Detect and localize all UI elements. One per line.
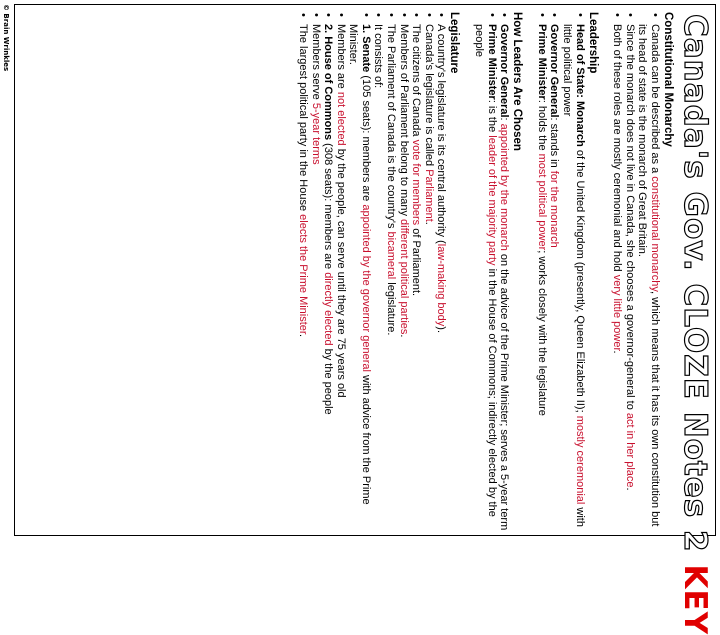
chosen-list: [472, 12, 510, 536]
list-item: • 2. House of Commons (308 seats): members are directly elected by the people: [322, 13, 335, 415]
bullet-icon: •: [422, 13, 435, 17]
list-item: • Members are not elected by the people, can serve until they are 75 years old: [334, 13, 347, 398]
list-item: • The Parliament of Canada is the country's bicameral legislature.: [385, 13, 398, 336]
list-item: • Canada's legislature is called Parliament.: [422, 13, 435, 225]
list-item: • It consists of:: [372, 13, 385, 89]
section-heading-chosen: How Leaders Are Chosen: [511, 12, 524, 151]
list-item: • Members serve 5-year terms: [309, 13, 322, 165]
list-item: • Prime Minister: is the leader of the majority party in the House of Commons; indirectly elected by the people: [473, 13, 498, 517]
list-item: • Governor General: appointed by the monarch on the advice of the Prime Minister; serves a 5-year term: [498, 13, 511, 531]
list-item: • The largest political party in the House elects the Prime Minister.: [296, 13, 309, 338]
bullet-icon: •: [498, 13, 511, 17]
bullet-icon: •: [322, 13, 335, 17]
list-item: • Members of Parliament belong to many different political parties.: [397, 13, 410, 338]
bullet-icon: •: [309, 13, 322, 17]
bullet-icon: •: [410, 13, 423, 17]
bullet-icon: •: [485, 13, 498, 17]
bullet-icon: •: [548, 13, 561, 17]
bullet-icon: •: [359, 13, 372, 17]
list-item: • Head of State: Monarch of the United Kingdom (presently, Queen Elizabeth II); mostly ceremonial with little political power: [561, 13, 586, 527]
bullet-icon: •: [649, 13, 661, 17]
section-heading-leadership: Leadership: [586, 12, 599, 74]
section-heading-monarchy: Constitutional Monarchy: [662, 12, 674, 147]
bullet-icon: •: [385, 13, 398, 17]
list-item: • Prime Minister: holds the most political power; works closely with the legislature: [535, 13, 548, 416]
bullet-icon: •: [573, 13, 586, 17]
list-item: • 1. Senate (105 seats): members are appointed by the governor general with advice from the Prime Minister.: [347, 13, 372, 505]
section-constitutional-monarchy: [611, 12, 674, 536]
monarchy-list: [611, 12, 661, 536]
bullet-icon: •: [372, 13, 385, 17]
bullet-icon: •: [397, 13, 410, 17]
section-leadership: [535, 12, 598, 536]
bullet-icon: •: [334, 13, 347, 17]
title-main: Canada's Gov. CLOZE Notes 2: [677, 14, 713, 565]
bullet-icon: •: [296, 13, 309, 17]
bullet-icon: •: [611, 13, 624, 17]
section-heading-legislature: Legislature: [448, 12, 461, 74]
page-title: [676, 14, 714, 635]
rotated-content: [14, 8, 714, 635]
title-key: KEY: [677, 564, 713, 635]
list-item: • Canada can be described as a constitutional monarchy, which means that it has its own constitution but its head of state is the monarch of Great Britain.: [636, 13, 661, 527]
list-item: • Since the monarch does not live in Canada, she chooses a governor-general to act in her place.: [623, 13, 636, 491]
bullet-icon: •: [535, 13, 548, 17]
bullet-icon: •: [623, 13, 636, 17]
section-how-leaders-are-chosen: [472, 12, 523, 536]
copyright-notice: © Brain Wrinkles: [2, 4, 10, 72]
legislature-list: [296, 12, 447, 536]
leadership-list: [535, 12, 585, 536]
list-item: • The citizens of Canada vote for members of Parliament.: [410, 13, 423, 297]
list-item: • Both of these roles are mostly ceremonial and hold very little power.: [611, 13, 624, 354]
list-item: • Governor General: stands in for the monarch: [548, 13, 561, 248]
section-legislature: [296, 12, 460, 536]
bullet-icon: •: [435, 13, 448, 17]
list-item: • A country's legislature is its central authority (law-making body).: [435, 13, 448, 334]
